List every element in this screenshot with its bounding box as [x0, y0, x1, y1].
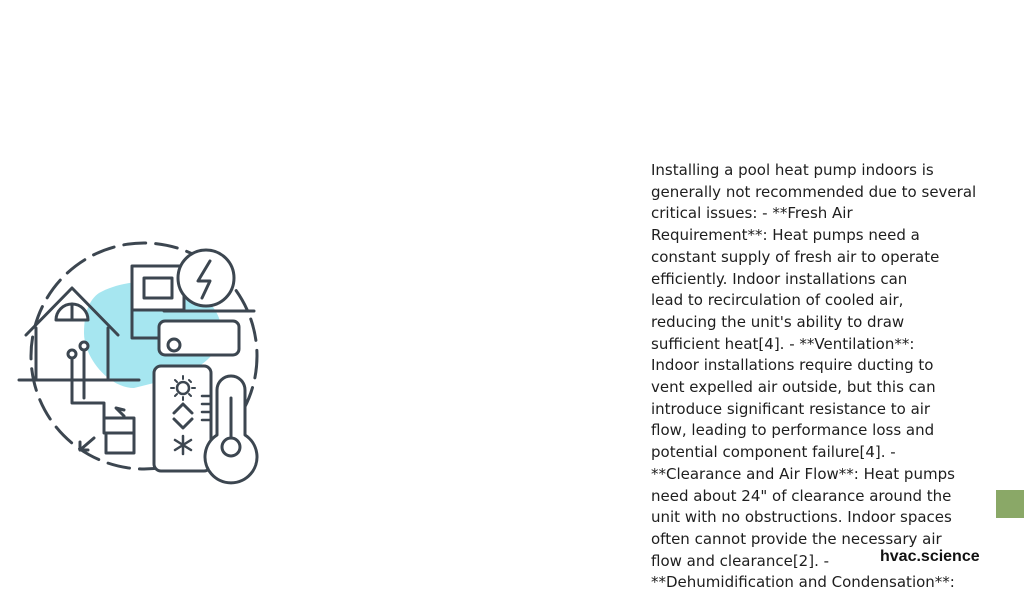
body-text: Installing a pool heat pump indoors is generally not recommended due to several critical issues: - **Fresh Air Requirement**: Heat pumps need a constant supply of fresh air to operate efficiently. Indoor installations can lead to recirculation of cooled air, reducing the unit's ability to draw sufficient heat[4]. - **Ventilation**: Indoor installations require ducting to vent expelled air outside, but this can introduce significant resistance to air flow, leading to performance loss and potential component failure[4]. - **Clearance and Air Flow**: Heat pumps need about 24" of clearance around the unit with no obstructions. Indoor spaces often cannot provide the necessary air flow and clearance[2]. - **Dehumidification and Condensation**: [651, 161, 977, 592]
smart-home-heat-pump-icon [14, 238, 274, 488]
side-tab[interactable] [996, 490, 1024, 518]
brand-watermark: hvac.science [876, 548, 984, 566]
